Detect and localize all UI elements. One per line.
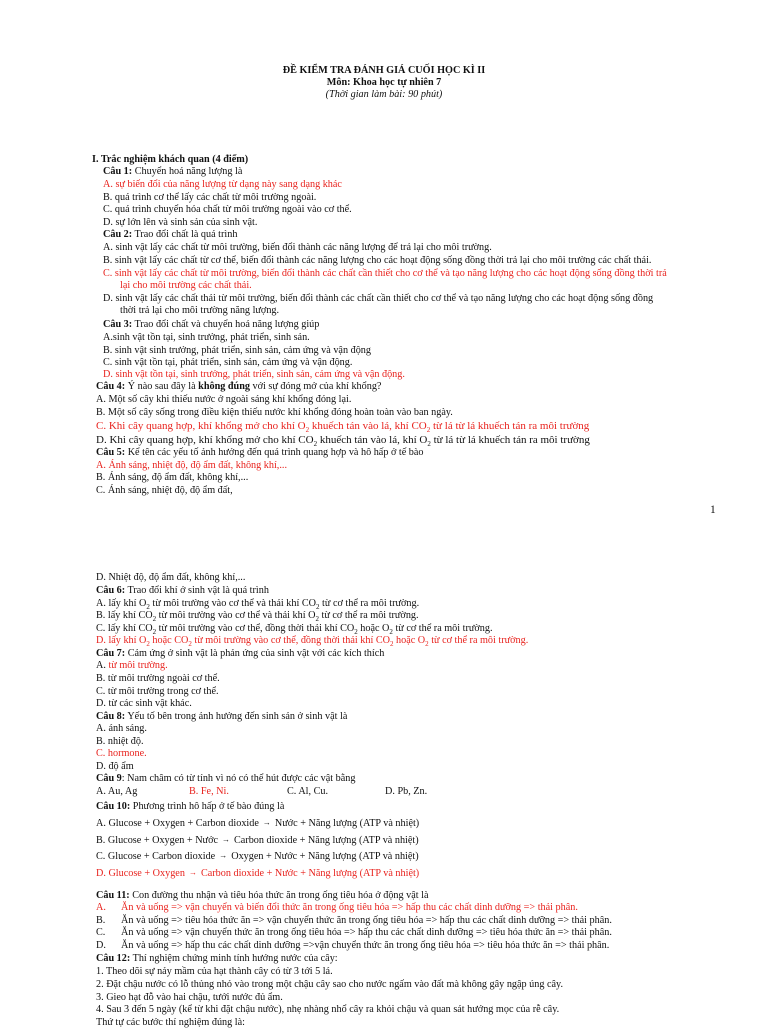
- q12-step-1: 1. Theo dõi sự nảy mầm của hạt thành cây có từ 3 tới 5 lá.: [96, 966, 333, 977]
- q12-order-prompt: Thứ tự các bước thí nghiệm đúng là:: [96, 1017, 245, 1028]
- q4-option-b: B. Một số cây sống trong điều kiện thiếu nước khí khổng đóng hoàn toàn vào ban ngày.: [96, 407, 453, 418]
- q5-option-d: D. Nhiệt độ, độ ẩm đất, không khí,...: [96, 572, 246, 583]
- q10-option-c: C. Glucose + Carbon dioxide → Oxygen + Nước + Năng lượng (ATP và nhiệt): [96, 851, 419, 862]
- q6-option-d: D. lấy khí $O_2$ hoặc $CO_2$ từ môi trường vào cơ thể, đồng thời thải khí $CO_2$ hoặc $O_2$ từ cơ thể ra môi trường.: [96, 635, 529, 649]
- q11-option-d: Ăn và uống => hấp thu các chất dinh dưỡng =>vận chuyển thức ăn trong ống tiêu hóa => tiêu hóa thức ăn => thải phân.: [121, 940, 610, 951]
- q9-option-d: D. Pb, Zn.: [385, 786, 428, 797]
- arrow-icon: →: [219, 851, 228, 860]
- q12-step-2: 2. Đặt chậu nước có lỗ thủng nhỏ vào trong một chậu cây sao cho nước ngấm vào đất mà không gây ngập úng cây.: [96, 979, 564, 990]
- q7-option-d: D. từ các sinh vật khác.: [96, 698, 192, 709]
- q5-option-a: A. Ánh sáng, nhiệt độ, độ ẩm đất, không khí,...: [96, 460, 287, 471]
- time-limit: (Thời gian làm bài: 90 phút): [325, 89, 443, 100]
- q2-option-a: A. sinh vật lấy các chất từ môi trường, biến đổi thành các năng lượng để trả lại cho môi trường.: [103, 242, 492, 253]
- q6-option-c: C. lấy khí $CO_2$ từ môi trường vào cơ thể, đồng thời thải khí $CO_2$ hoặc $O_2$ từ cơ thể ra môi trường.: [96, 623, 493, 637]
- question-9: Câu 9: Nam châm có từ tính vì nó có thể hút được các vật bằng: [96, 773, 356, 784]
- question-8: Câu 8: Yếu tố bên trong ảnh hưởng đến sinh sản ở sinh vật là: [96, 711, 348, 722]
- question-5: Câu 5: Kể tên các yếu tố ảnh hưởng đến quá trình quang hợp và hô hấp ở tế bào: [96, 447, 424, 458]
- q10-option-d: D. Glucose + Oxygen → Carbon dioxide + Nước + Năng lượng (ATP và nhiệt): [96, 868, 420, 879]
- q9-option-a: A. Au, Ag: [96, 786, 138, 797]
- q11-option-d-key: D.: [96, 940, 106, 951]
- q12-step-3: 3. Gieo hạt đỗ vào hai chậu, tưới nước đủ ẩm.: [96, 992, 283, 1003]
- q6-option-a: A. lấy khí $O_2$ từ môi trường vào cơ thể và thải khí $CO_2$ từ cơ thể ra môi trường.: [96, 598, 420, 612]
- question-1: Câu 1: Chuyển hoá năng lượng là: [103, 166, 243, 177]
- q7-option-b: B. từ môi trường ngoài cơ thể.: [96, 673, 220, 684]
- q11-option-a: Ăn và uống => vận chuyển và biến đổi thức ăn trong ống tiêu hóa => hấp thu các chất dinh dưỡng => thải phân.: [121, 902, 578, 913]
- question-2: Câu 2: Trao đổi chất là quá trình: [103, 229, 238, 240]
- q11-option-c: Ăn và uống => vận chuyển thức ăn trong ống tiêu hóa => hấp thu các chất dinh dưỡng => tiêu hóa thức ăn => thải phân.: [121, 927, 612, 938]
- arrow-icon: →: [222, 835, 230, 844]
- question-3: Câu 3: Trao đổi chất và chuyển hoá năng lượng giúp: [103, 319, 320, 330]
- q1-option-c: C. quá trình chuyển hóa chất từ môi trường ngoài vào cơ thể.: [103, 204, 352, 215]
- q6-option-b: B. lấy khí $CO_2$ từ môi trường vào cơ thể và thải khí $O_2$ từ cơ thể ra môi trường.: [96, 610, 419, 624]
- q3-option-b: B. sinh vật sinh trưởng, phát triển, sinh sản, cảm ứng và vận động: [103, 345, 371, 356]
- question-7: Câu 7: Cảm ứng ở sinh vật là phản ứng của sinh vật với các kích thích: [96, 648, 385, 659]
- q11-option-c-key: C.: [96, 927, 106, 938]
- q1-option-b: B. quá trình cơ thể lấy các chất từ môi trường ngoài.: [103, 192, 317, 203]
- q3-option-c: C. sinh vật tồn tại, phát triển, sinh sản, cảm ứng và vận động.: [103, 357, 353, 368]
- question-4: Câu 4: Ý nào sau đây là không đúng với sự đóng mở của khí khổng?: [96, 381, 382, 392]
- q2-option-d-line2: thời trả lại cho môi trường năng lượng.: [120, 305, 280, 316]
- subject: Môn: Khoa học tự nhiên 7: [326, 77, 442, 88]
- q1-option-a: A. sự biến đổi của năng lượng từ dạng này sang dạng khác: [103, 179, 342, 190]
- q10-option-b: B. Glucose + Oxygen + Nước → Carbon dioxide + Năng lượng (ATP và nhiệt): [96, 835, 419, 846]
- q9-option-b: B. Fe, Ni.: [189, 786, 229, 797]
- q2-option-d-line1: D. sinh vật lấy các chất thải từ môi trường, biến đổi thành các chất cần thiết cho cơ thể và tạo năng lượng cho các hoạt động sống đồng: [103, 293, 654, 304]
- q12-step-4: 4. Sau 3 đến 5 ngày (kể từ khi đặt chậu nước), nhẹ nhàng nhổ cây ra khỏi chậu và quan sát hướng mọc của rễ cây.: [96, 1004, 560, 1015]
- page-title: ĐỀ KIỂM TRA ĐÁNH GIÁ CUỐI HỌC KÌ II: [282, 65, 486, 76]
- q2-option-c-line1: C. sinh vật lấy các chất từ môi trường, biến đổi thành các chất cần thiết cho cơ thể và tạo năng lượng cho các hoạt động sống đồng thời trả: [103, 268, 667, 279]
- q4-option-c: C. Khi cây quang hợp, khí khổng mở cho khí $O_2$ khuếch tán vào lá, khí $CO_2$ từ lá từ lá khuếch tán ra môi trường: [96, 420, 590, 435]
- q1-option-d: D. sự lớn lên và sinh sản của sinh vật.: [103, 217, 258, 228]
- section-title: I. Trắc nghiệm khách quan (4 điểm): [92, 154, 249, 165]
- q8-option-d: D. độ ẩm: [96, 761, 134, 772]
- q11-option-b-key: B.: [96, 915, 106, 926]
- q8-option-c: C. hormone.: [96, 748, 147, 759]
- q4-option-d: D. Khi cây quang hợp, khí khổng mở cho khí $CO_2$ khuếch tán vào lá, khí $O_2$ từ lá từ lá khuếch tán ra môi trường: [96, 434, 590, 449]
- question-11: Câu 11: Con đường thu nhận và tiêu hóa thức ăn trong ống tiêu hóa ở động vật là: [96, 890, 429, 901]
- question-12: Câu 12: Thí nghiệm chứng minh tính hướng nước của cây:: [96, 953, 338, 964]
- q3-option-d: D. sinh vật tồn tại, sinh trưởng, phát triển, sinh sản, cảm ứng và vận động.: [103, 369, 405, 380]
- q8-option-b: B. nhiệt độ.: [96, 736, 144, 747]
- q2-option-b: B. sinh vật lấy các chất từ cơ thể, biến đổi thành các năng lượng cho các hoạt động sống đồng thời trả lại cho môi trường các chất thải.: [103, 255, 652, 266]
- q10-option-a: A. Glucose + Oxygen + Carbon dioxide → Nước + Năng lượng (ATP và nhiệt): [96, 818, 420, 829]
- question-10: Câu 10: Phương trình hô hấp ở tế bào đúng là: [96, 801, 285, 812]
- q11-option-a-key: A.: [96, 902, 106, 913]
- q7-option-a: A. từ môi trường.: [96, 660, 168, 671]
- page-number: 1: [710, 504, 716, 516]
- q4-option-a: A. Một số cây khi thiếu nước ở ngoài sáng khí khổng đóng lại.: [96, 394, 352, 405]
- q11-option-b: Ăn và uống => tiêu hóa thức ăn => vận chuyển thức ăn trong ống tiêu hóa => hấp thu các chất dinh dưỡng => thải phân.: [121, 915, 612, 926]
- q7-option-c: C. từ môi trường trong cơ thể.: [96, 686, 219, 697]
- question-6: Câu 6: Trao đổi khí ở sinh vật là quá trình: [96, 585, 269, 596]
- q2-option-c-line2: lại cho môi trường các chất thải.: [120, 280, 252, 291]
- q5-option-b: B. Ánh sáng, độ ẩm đất, không khí,...: [96, 472, 249, 483]
- q3-option-a: A.sinh vật tồn tại, sinh trưởng, phát triển, sinh sản.: [103, 332, 310, 343]
- q5-option-c: C. Ánh sáng, nhiệt độ, độ ẩm đất,: [96, 485, 233, 496]
- q9-option-c: C. Al, Cu.: [287, 786, 329, 797]
- arrow-icon: →: [188, 868, 197, 877]
- arrow-icon: →: [262, 818, 271, 827]
- q8-option-a: A. ánh sáng.: [96, 723, 147, 734]
